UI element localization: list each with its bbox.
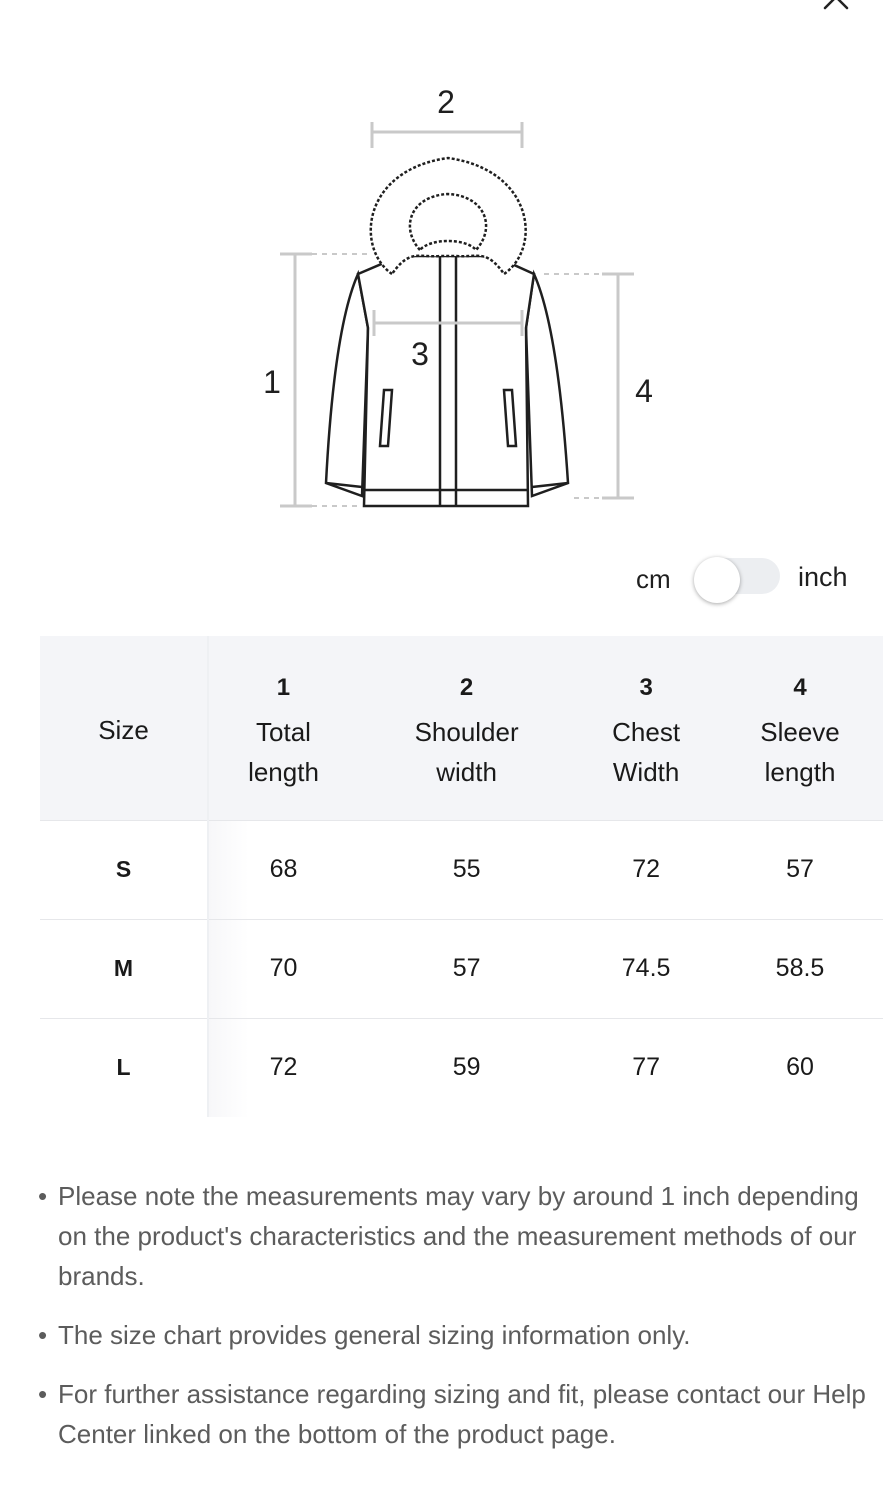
unit-switch[interactable]	[696, 558, 780, 594]
column-number: 2	[459, 673, 474, 701]
table-cell: 68	[208, 820, 358, 919]
table-row	[40, 919, 883, 1018]
column-number: 4	[793, 673, 807, 701]
close-button[interactable]	[821, 0, 851, 12]
unit-inch-label[interactable]: inch	[798, 562, 848, 592]
jacket-illustration	[250, 78, 670, 518]
shoulder-width-guide	[372, 122, 522, 148]
note-item: • For further assistance regarding sizing and fit, please contact our Help Center linked on the bottom of the product page.	[38, 1374, 868, 1454]
column-header-sleeve-length	[717, 636, 883, 820]
column-label-line2: length	[764, 756, 836, 787]
dimension-1-label: 1	[263, 364, 281, 400]
column-label-line1: Sleeve	[760, 716, 840, 747]
table-cell: 60	[717, 1018, 883, 1117]
jacket-measurement-diagram	[250, 78, 670, 518]
size-cell: L	[40, 1018, 208, 1117]
column-label-line1: Total	[256, 716, 311, 747]
note-item: • The size chart provides general sizing information only.	[38, 1315, 868, 1355]
dimension-3-label: 3	[411, 336, 429, 372]
table-cell: 77	[575, 1018, 717, 1117]
table-cell: 57	[717, 820, 883, 919]
size-chart-table	[40, 636, 883, 1117]
jacket-outline	[326, 158, 568, 506]
dimension-2-label: 2	[437, 84, 455, 120]
note-item: • Please note the measurements may vary by around 1 inch depending on the product's characteristics and the measurement methods of our brands.	[38, 1176, 868, 1296]
unit-cm-label[interactable]: cm	[636, 564, 671, 594]
table-cell: 55	[358, 820, 575, 919]
column-number: 3	[639, 673, 653, 701]
close-icon	[821, 0, 851, 12]
column-label-line2: width	[436, 756, 497, 787]
size-notes-list	[38, 1176, 868, 1473]
column-label-line1: Shoulder	[414, 716, 519, 747]
column-header-shoulder-width	[358, 636, 575, 820]
dimension-4-label: 4	[635, 373, 653, 409]
table-cell: 72	[208, 1018, 358, 1117]
table-cell: 72	[575, 820, 717, 919]
column-header-total-length	[208, 636, 358, 820]
size-cell: S	[40, 820, 208, 919]
table-cell: 70	[208, 919, 358, 1018]
table-cell: 57	[358, 919, 575, 1018]
table-cell: 74.5	[575, 919, 717, 1018]
column-header-chest-width	[575, 636, 717, 820]
table-cell: 59	[358, 1018, 575, 1117]
unit-switch-knob[interactable]	[694, 557, 740, 603]
table-row	[40, 1018, 883, 1117]
column-label-line1: Chest	[612, 716, 681, 747]
size-column-header: Size	[40, 636, 208, 820]
table-header-row	[40, 636, 883, 820]
column-label-line2: length	[248, 756, 319, 787]
size-cell: M	[40, 919, 208, 1018]
column-number: 1	[276, 673, 291, 701]
table-cell: 58.5	[717, 919, 883, 1018]
column-label-line2: Width	[612, 756, 680, 787]
table-row	[40, 820, 883, 919]
unit-toggle	[630, 556, 860, 600]
